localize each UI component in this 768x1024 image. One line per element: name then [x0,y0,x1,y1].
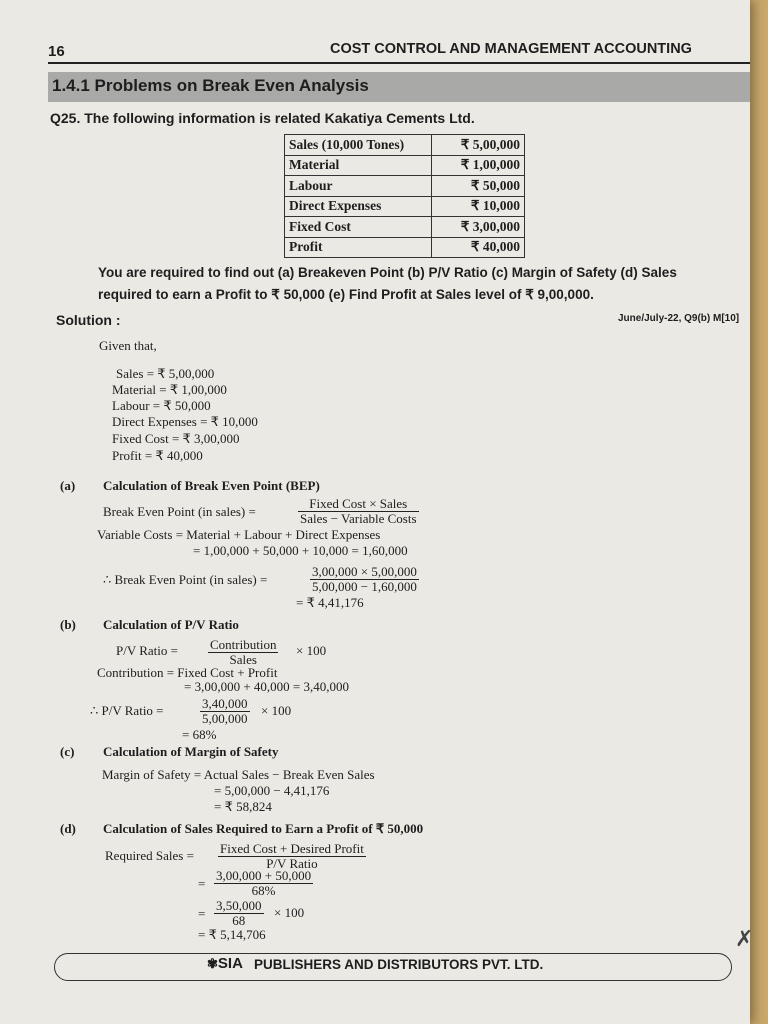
contribution-formula: Contribution = Fixed Cost + Profit [97,665,278,680]
table-cell-value: ₹ 50,000 [432,176,525,197]
fraction-numerator: Contribution [210,637,277,652]
required-sales-multiplier: × 100 [274,905,305,920]
pv-substitution-lhs: ∴ P/V Ratio = [90,703,164,718]
pv-formula-lhs: P/V Ratio = [116,643,178,658]
table-cell-label: Labour [285,176,432,197]
table-cell-value: ₹ 5,00,000 [432,135,525,156]
pv-substitution-multiplier: × 100 [261,703,292,718]
variable-cost-formula: Variable Costs = Material + Labour + Direct Expenses [97,527,381,542]
given-item: Direct Expenses = ₹ 10,000 [112,414,258,429]
part-a-label: (a) [60,478,76,493]
bep-formula-lhs: Break Even Point (in sales) = [103,504,256,519]
solution-label: Solution : [56,312,121,328]
required-sales-substitution [214,869,313,898]
fraction-denominator: 68 [232,913,246,928]
fraction-denominator: 5,00,000 − 1,60,000 [312,579,417,594]
given-intro: Given that, [99,338,157,353]
table-cell-label: Sales (10,000 Tones) [285,135,432,156]
given-item: Sales = ₹ 5,00,000 [116,366,215,381]
fraction-numerator: 3,50,000 [216,898,262,913]
table-cell-label: Direct Expenses [285,196,432,217]
part-b-label: (b) [60,617,76,632]
mos-formula: Margin of Safety = Actual Sales − Break Even Sales [102,767,375,782]
table-row [285,176,525,197]
fraction-denominator: P/V Ratio [266,856,318,871]
required-sales-result: = ₹ 5,14,706 [198,927,266,942]
publisher-logo-text: SIA [217,955,243,972]
bep-formula-fraction [298,497,419,526]
question-text: The following information is related Kakatiya Cements Ltd. [84,110,475,126]
data-table [284,134,525,258]
publisher-logo-icon: ✾ [207,956,218,971]
pencil-mark-icon: ✗ [735,926,754,951]
given-item: Fixed Cost = ₹ 3,00,000 [112,431,240,446]
required-sales-simplified [214,899,264,928]
mos-result: = ₹ 58,824 [214,799,272,814]
requirement-line-1: You are required to find out (a) Breakeven Point (b) P/V Ratio (c) Margin of Safety (d) Sales [98,265,677,280]
fraction-denominator: Sales − Variable Costs [300,511,417,526]
header-rule [48,62,750,64]
fraction-denominator: Sales [229,652,257,667]
pv-result: = 68% [182,727,217,742]
question-number: Q25. [50,110,81,126]
bep-result: = ₹ 4,41,176 [296,595,364,610]
table-cell-value: ₹ 10,000 [432,196,525,217]
page-number: 16 [48,43,65,60]
equals-sign: = [198,906,206,921]
required-sales-fraction [218,842,366,871]
fraction-numerator: Fixed Cost × Sales [298,497,419,512]
part-d-label: (d) [60,821,76,836]
table-cell-label: Material [285,155,432,176]
bep-substitution-lhs: ∴ Break Even Point (in sales) = [103,572,268,587]
bep-substitution-fraction [310,565,419,594]
table-row [285,237,525,258]
fraction-denominator: 68% [251,883,276,898]
exam-reference: June/July-22, Q9(b) M[10] [618,313,740,324]
variable-cost-calc: = 1,00,000 + 50,000 + 10,000 = 1,60,000 [193,543,408,558]
required-sales-lhs: Required Sales = [105,848,194,863]
requirement-line-2: required to earn a Profit to ₹ 50,000 (e) Find Profit at Sales level of ₹ 9,00,000. [98,287,594,302]
publisher-name: PUBLISHERS AND DISTRIBUTORS PVT. LTD. [254,957,544,972]
fraction-denominator: 5,00,000 [202,711,248,726]
table-cell-label: Fixed Cost [285,217,432,238]
given-item: Labour = ₹ 50,000 [112,398,211,413]
table-cell-value: ₹ 40,000 [432,237,525,258]
fraction-numerator: Fixed Cost + Desired Profit [220,841,364,856]
table-cell-value: ₹ 1,00,000 [432,155,525,176]
part-c-title: Calculation of Margin of Safety [103,744,279,759]
publisher-logo [207,955,243,972]
fraction-numerator: 3,00,000 × 5,00,000 [312,564,417,579]
part-d-title: Calculation of Sales Required to Earn a Profit of ₹ 50,000 [103,821,424,836]
pv-formula-fraction [208,638,278,667]
mos-calc: = 5,00,000 − 4,41,176 [214,783,330,798]
table-row [285,217,525,238]
table-row [285,135,525,156]
contribution-calc: = 3,00,000 + 40,000 = 3,40,000 [184,679,349,694]
table-row [285,196,525,217]
book-title: COST CONTROL AND MANAGEMENT ACCOUNTING [330,41,692,57]
table-cell-value: ₹ 3,00,000 [432,217,525,238]
table-row [285,155,525,176]
section-title: 1.4.1 Problems on Break Even Analysis [52,76,369,95]
part-a-title: Calculation of Break Even Point (BEP) [103,478,320,493]
given-item: Profit = ₹ 40,000 [112,448,203,463]
part-b-title: Calculation of P/V Ratio [103,617,239,632]
fraction-numerator: 3,40,000 [202,696,248,711]
given-item: Material = ₹ 1,00,000 [112,382,227,397]
question-heading [50,110,475,126]
equals-sign: = [198,876,206,891]
pv-formula-multiplier: × 100 [296,643,327,658]
fraction-numerator: 3,00,000 + 50,000 [216,868,312,883]
pv-substitution-fraction [200,697,250,726]
table-cell-label: Profit [285,237,432,258]
part-c-label: (c) [60,744,75,759]
